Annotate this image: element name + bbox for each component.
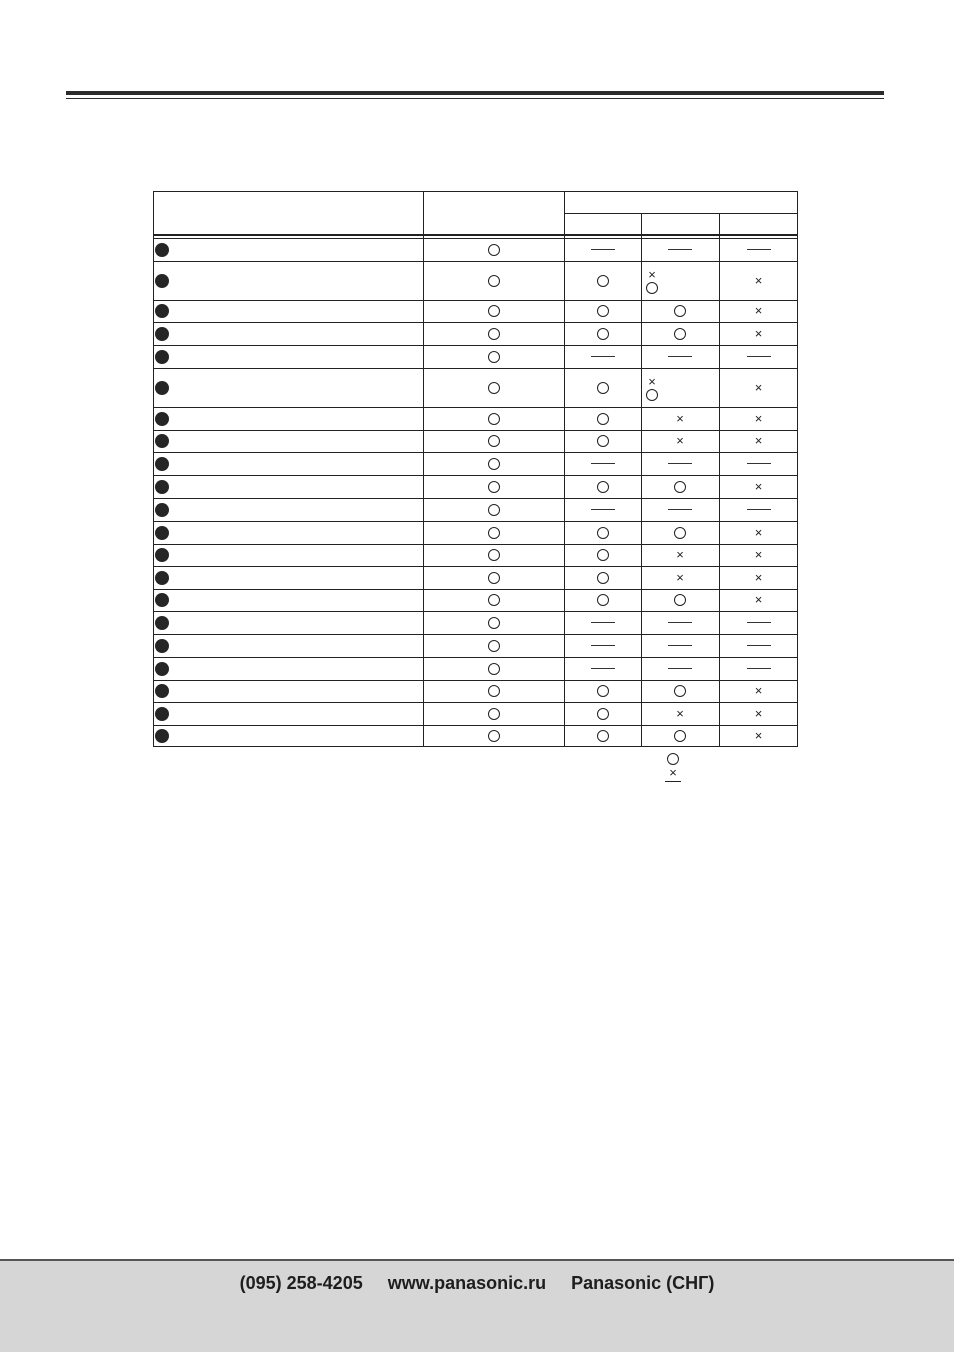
circle-icon (488, 708, 500, 720)
cross-icon: × (754, 569, 763, 585)
row-divider (153, 611, 798, 612)
circle-icon (488, 572, 500, 584)
row-bullet-icon (155, 274, 169, 288)
col-divider (564, 191, 565, 747)
header-subrule (564, 213, 798, 214)
dash-icon (591, 645, 615, 646)
legend-circle-icon (667, 753, 679, 765)
dash-icon (747, 645, 771, 646)
row-divider (153, 322, 798, 323)
circle-icon (674, 328, 686, 340)
header-rule-thick (66, 91, 884, 95)
cross-icon: × (754, 272, 763, 288)
dash-icon (668, 622, 692, 623)
cross-icon: × (754, 683, 763, 698)
dash-icon (747, 509, 771, 510)
row-bullet-icon (155, 684, 169, 698)
row-bullet-icon (155, 729, 169, 743)
cross-icon: × (754, 524, 763, 540)
circle-icon (597, 594, 609, 606)
cross-icon: × (676, 547, 684, 562)
cross-icon: × (754, 478, 763, 494)
circle-icon (597, 305, 609, 317)
row-divider (153, 430, 798, 431)
row-bullet-icon (155, 616, 169, 630)
circle-icon (488, 663, 500, 675)
row-divider (153, 300, 798, 301)
row-bullet-icon (155, 526, 169, 540)
circle-icon (674, 527, 686, 539)
row-bullet-icon (155, 350, 169, 364)
row-bullet-icon (155, 548, 169, 562)
circle-icon (488, 413, 500, 425)
cross-icon: × (754, 325, 763, 341)
cross-icon: × (754, 547, 763, 562)
circle-icon (488, 617, 500, 629)
dash-icon (591, 509, 615, 510)
circle-icon (488, 527, 500, 539)
row-bullet-icon (155, 327, 169, 341)
cross-icon: × (676, 410, 684, 426)
table-border-left (153, 191, 154, 747)
circle-icon (597, 435, 609, 447)
col-divider (641, 213, 642, 747)
row-bullet-icon (155, 571, 169, 585)
dash-icon (668, 509, 692, 510)
circle-icon (597, 708, 609, 720)
row-divider (153, 368, 798, 369)
dash-icon (668, 668, 692, 669)
row-bullet-icon (155, 457, 169, 471)
row-bullet-icon (155, 243, 169, 257)
circle-icon (597, 328, 609, 340)
circle-icon (674, 481, 686, 493)
row-bullet-icon (155, 434, 169, 448)
dash-icon (668, 645, 692, 646)
row-bullet-icon (155, 503, 169, 517)
dash-icon (668, 356, 692, 357)
circle-icon (488, 435, 500, 447)
legend-underline (665, 781, 681, 782)
footer-company: Panasonic (СНГ) (571, 1273, 715, 1293)
circle-icon (646, 282, 658, 294)
circle-icon (488, 549, 500, 561)
row-divider (153, 498, 798, 499)
circle-icon (488, 730, 500, 742)
circle-icon (488, 351, 500, 363)
cross-icon: × (754, 379, 763, 395)
circle-icon (488, 685, 500, 697)
cross-icon: × (754, 728, 763, 743)
row-bullet-icon (155, 639, 169, 653)
compatibility-table (153, 191, 798, 747)
dash-icon (591, 249, 615, 250)
circle-icon (488, 594, 500, 606)
circle-icon (488, 458, 500, 470)
dash-icon (591, 622, 615, 623)
table-border-right (797, 191, 798, 747)
footer-website[interactable]: www.panasonic.ru (387, 1273, 547, 1293)
row-divider (153, 657, 798, 658)
row-divider (153, 702, 798, 703)
circle-icon (597, 549, 609, 561)
row-divider (153, 345, 798, 346)
dash-icon (591, 356, 615, 357)
row-divider (153, 261, 798, 262)
footer-bar (0, 1259, 954, 1352)
row-divider (153, 544, 798, 545)
row-divider (153, 475, 798, 476)
cross-icon: × (754, 410, 763, 426)
circle-icon (597, 685, 609, 697)
footer-contact (0, 1273, 954, 1294)
circle-icon (674, 305, 686, 317)
dash-icon (747, 249, 771, 250)
row-bullet-icon (155, 381, 169, 395)
col-divider (423, 191, 424, 747)
cross-icon: × (754, 592, 763, 607)
col-divider (719, 213, 720, 747)
dash-icon (668, 249, 692, 250)
footer-phone: (095) 258-4205 (239, 1273, 363, 1293)
row-divider (153, 680, 798, 681)
row-divider (153, 634, 798, 635)
table-border-bottom (153, 746, 798, 747)
cross-icon: × (754, 433, 763, 448)
dash-icon (747, 356, 771, 357)
circle-icon (488, 382, 500, 394)
circle-icon (488, 328, 500, 340)
row-divider (153, 452, 798, 453)
circle-icon (597, 275, 609, 287)
circle-icon (488, 244, 500, 256)
row-bullet-icon (155, 662, 169, 676)
dash-icon (747, 463, 771, 464)
row-bullet-icon (155, 412, 169, 426)
circle-icon (674, 730, 686, 742)
cross-icon: × (648, 266, 656, 282)
row-bullet-icon (155, 707, 169, 721)
circle-icon (597, 481, 609, 493)
circle-icon (488, 640, 500, 652)
dash-icon (747, 622, 771, 623)
dash-icon (747, 668, 771, 669)
circle-icon (674, 594, 686, 606)
row-bullet-icon (155, 304, 169, 318)
circle-icon (646, 389, 658, 401)
circle-icon (597, 382, 609, 394)
cross-icon: × (676, 705, 684, 721)
header-rule-thin (66, 98, 884, 99)
table-border-top (153, 191, 798, 192)
circle-icon (488, 275, 500, 287)
cross-icon: × (754, 705, 763, 721)
cross-icon: × (676, 433, 684, 448)
row-divider (153, 589, 798, 590)
row-divider (153, 407, 798, 408)
circle-icon (488, 305, 500, 317)
row-divider (153, 566, 798, 567)
circle-icon (597, 413, 609, 425)
header-double-rule-2 (153, 238, 798, 239)
cross-icon: × (648, 373, 656, 389)
circle-icon (488, 504, 500, 516)
cross-icon: × (754, 303, 763, 318)
circle-icon (597, 527, 609, 539)
legend-cross-icon: × (669, 765, 677, 780)
dash-icon (591, 463, 615, 464)
row-bullet-icon (155, 480, 169, 494)
row-bullet-icon (155, 593, 169, 607)
row-divider (153, 725, 798, 726)
dash-icon (668, 463, 692, 464)
circle-icon (597, 572, 609, 584)
row-divider (153, 521, 798, 522)
header-double-rule (153, 234, 798, 236)
circle-icon (488, 481, 500, 493)
dash-icon (591, 668, 615, 669)
cross-icon: × (676, 569, 684, 585)
circle-icon (597, 730, 609, 742)
circle-icon (674, 685, 686, 697)
